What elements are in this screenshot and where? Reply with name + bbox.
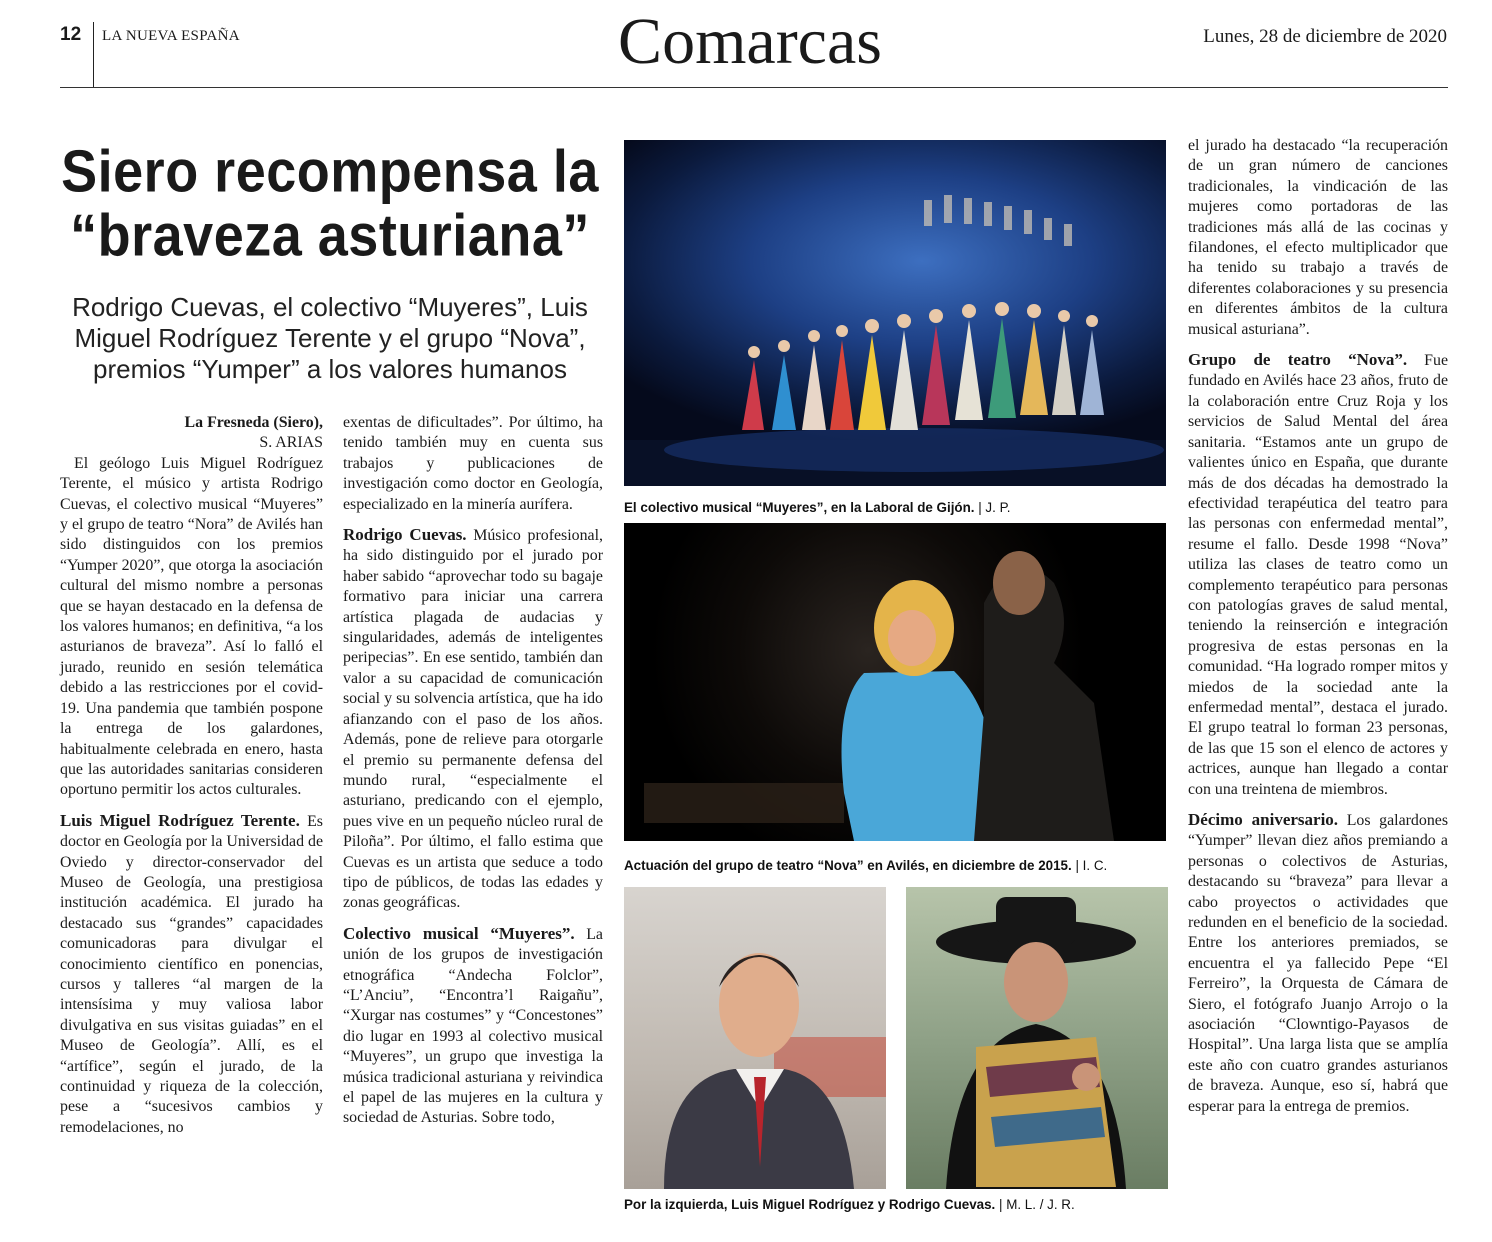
byline-author: S. ARIAS bbox=[259, 434, 323, 452]
caption-muyeres-text: El colectivo musical “Muyeres”, en la Laboral de Gijón. bbox=[624, 500, 975, 515]
credit-nova: | I. C. bbox=[1075, 858, 1108, 873]
credit-portraits: | M. L. / J. R. bbox=[999, 1197, 1075, 1212]
photo-muyeres-stage bbox=[624, 140, 1166, 486]
headline-line-1: Siero recompensa la bbox=[61, 138, 599, 205]
intro-paragraph: El geólogo Luis Miguel Rodríguez Terente, el músico y artista Rodrigo Cuevas, el colectivo musical “Muyeres” y el grupo de teatro “Nora” de Avilés han sido distinguidos con los premios “Yumper 2020”, que otorga la asociación cultural del mismo nombre a personas que se hayan destacado en la defensa de los valores humanos; en definitiva, “a los asturianos de braveza”. Así lo falló el jurado, reunido en sesión telemática debido a las restricciones por el covid-19. Una pandemia que también pospone la entrega de los galardones, habitualmente celebrada en enero, hasta que las autoridades sanitarias consideren oportuno permitir los actos culturales. bbox=[60, 454, 323, 799]
photo-rodrigo-cuevas bbox=[906, 887, 1168, 1189]
decimo-paragraph: Los galardones “Yumper” llevan diez años premiando a personas o colectivos de Asturias, destacando su “braveza” para llevar a cabo proyectos o actividades que redunden en el beneficio de la sociedad. Entre los anteriores premiados, se encuentra el ya fallecido Pepe “El Ferreiro”, la Orquesta de Cámara de Siero, el fotógrafo Juanjo Arrojo o la asociación “Clowntigo-Payasos de Hospital”. Una larga lista que se amplía este año con cuatro grandes asturianos de braveza. Aunque, eso sí, habrá que esperar para la entrega de premios. bbox=[1188, 812, 1448, 1115]
subhead-nova: Grupo de teatro “Nova”. bbox=[1188, 350, 1408, 370]
rodrigo-paragraph: Músico profesional, ha sido distinguido por el jurado por haber sabido “aprovechar todo su bagaje formativo para iniciar una carrera artística plagada de audacias y singularidades, además de inteligentes peripecias”. En ese sentido, también dan valor a su capacidad de comunicación social y su solvencia artística, que ha ido afianzando con el paso de los años. Además, pone de relieve para otorgarle el premio su permanente defensa del mundo rural, “especialmente el asturiano, predicando con el ejemplo, pues vive en un pequeño núcleo rural de Piloña”. Por último, el fallo estima que Cuevas es un artista que seduce a todo tipo de públicos, de todas las edades y zonas geográficas. bbox=[343, 527, 603, 912]
subhead-rodrigo: Rodrigo Cuevas. bbox=[343, 525, 467, 545]
headline bbox=[60, 140, 600, 268]
header-divider bbox=[93, 22, 94, 88]
article-column-1 bbox=[60, 413, 323, 1138]
credit-muyeres: | J. P. bbox=[978, 500, 1011, 515]
caption-portraits-text: Por la izquierda, Luis Miguel Rodríguez y Rodrigo Cuevas. bbox=[624, 1197, 996, 1212]
luis-paragraph-cont: exentas de dificultades”. Por último, ha tenido también muy en cuenta sus trabajos y publicaciones de investigación como doctor en Geología, especializado en la minería aurífera. bbox=[343, 414, 603, 513]
headline-line-2: “braveza asturiana” bbox=[70, 202, 590, 269]
page-number: 12 bbox=[60, 24, 82, 45]
caption-nova-text: Actuación del grupo de teatro “Nova” en Avilés, en diciembre de 2015. bbox=[624, 858, 1072, 873]
portrait-luis-illustration bbox=[624, 887, 886, 1189]
newspaper-name: LA NUEVA ESPAÑA bbox=[102, 28, 240, 44]
subheadline: Rodrigo Cuevas, el colectivo “Muyeres”, Luis Miguel Rodríguez Terente y el grupo “Nova”, premios “Yumper” a los valores humanos bbox=[72, 292, 588, 384]
photo-luis-miguel bbox=[624, 887, 886, 1189]
caption-nova bbox=[624, 858, 1107, 873]
article-column-2 bbox=[343, 413, 603, 1129]
subhead-muyeres: Colectivo musical “Muyeres”. bbox=[343, 923, 575, 943]
photo-nova-theatre bbox=[624, 523, 1166, 841]
subhead-decimo: Décimo aniversario. bbox=[1188, 810, 1339, 829]
article-column-4 bbox=[1188, 136, 1448, 1117]
muyeres-paragraph: La unión de los grupos de investigación etnográfica “Andecha Folclor”, “L’Anciu”, “Encontra’l Raigañu”, “Xurgar nas costumes” y “Concestones” dio lugar en 1993 al colectivo musical “Muyeres”, un grupo que investiga la música tradicional asturiana y reivindica el papel de las mujeres en la cultura y sociedad de Asturias. Sobre todo, bbox=[343, 925, 603, 1127]
luis-paragraph: Es doctor en Geología por la Universidad de Oviedo y director-conservador del Museo de Geología, una prestigiosa institución académica. El jurado ha destacado sus “grandes” capacidades comunicadoras para divulgar el conocimiento científico en ponencias, cursos y talleres “al margen de la intensísima y muy valiosa labor divulgativa en sus visitas guiadas” en el Museo de Geología”. Allí, es el “artífice”, según el jurado, de la continuidad y riqueza de la colección, pese a “sucesivos cambios y remodelaciones, no bbox=[60, 812, 323, 1136]
issue-date: Lunes, 28 de diciembre de 2020 bbox=[1203, 26, 1447, 47]
caption-portraits bbox=[624, 1197, 1075, 1212]
portrait-rodrigo-illustration bbox=[906, 887, 1168, 1189]
byline-place: La Fresneda (Siero), bbox=[184, 414, 323, 431]
section-title: Comarcas bbox=[618, 5, 882, 78]
theatre-illustration bbox=[624, 523, 1166, 841]
caption-muyeres bbox=[624, 500, 1011, 515]
muyeres-paragraph-cont: el jurado ha destacado “la recuperación de un gran número de canciones tradicionales, la vindicación de las mujeres como portadoras de las tradiciones más allá de las cocinas y filandones, el efecto multiplicador que ha tenido su trabajo a través de diferentes colaboraciones y su presencia en diferentes ámbitos de la cultura musical asturiana”. bbox=[1188, 137, 1448, 338]
subhead-luis: Luis Miguel Rodríguez Terente. bbox=[60, 810, 300, 830]
stage-illustration bbox=[624, 140, 1166, 486]
header-rule bbox=[60, 87, 1448, 88]
nova-paragraph: Fue fundado en Avilés hace 23 años, fruto de la colaboración entre Cruz Roja y los servicios de Salud Mental del área sanitaria. “Estamos ante un grupo de valientes único en España, que durante más de dos décadas ha demostrado la efectividad terapéutica del teatro para las personas con enfermedad mental”, resume el fallo. Desde 1998 “Nova” utiliza las clases de teatro como un complemento terapéutico para personas con patologías graves de salud mental, teniendo la reinserción e integración progresiva de estas personas en la comunidad. “Ha logrado romper mitos y miedos de la sociedad ante la enfermedad mental”, destaca el jurado. El grupo teatral lo forman 23 personas, de las que 15 son el elenco de actores y actrices, aunque han llegado a contar con una treintena de miembros. bbox=[1188, 352, 1448, 798]
